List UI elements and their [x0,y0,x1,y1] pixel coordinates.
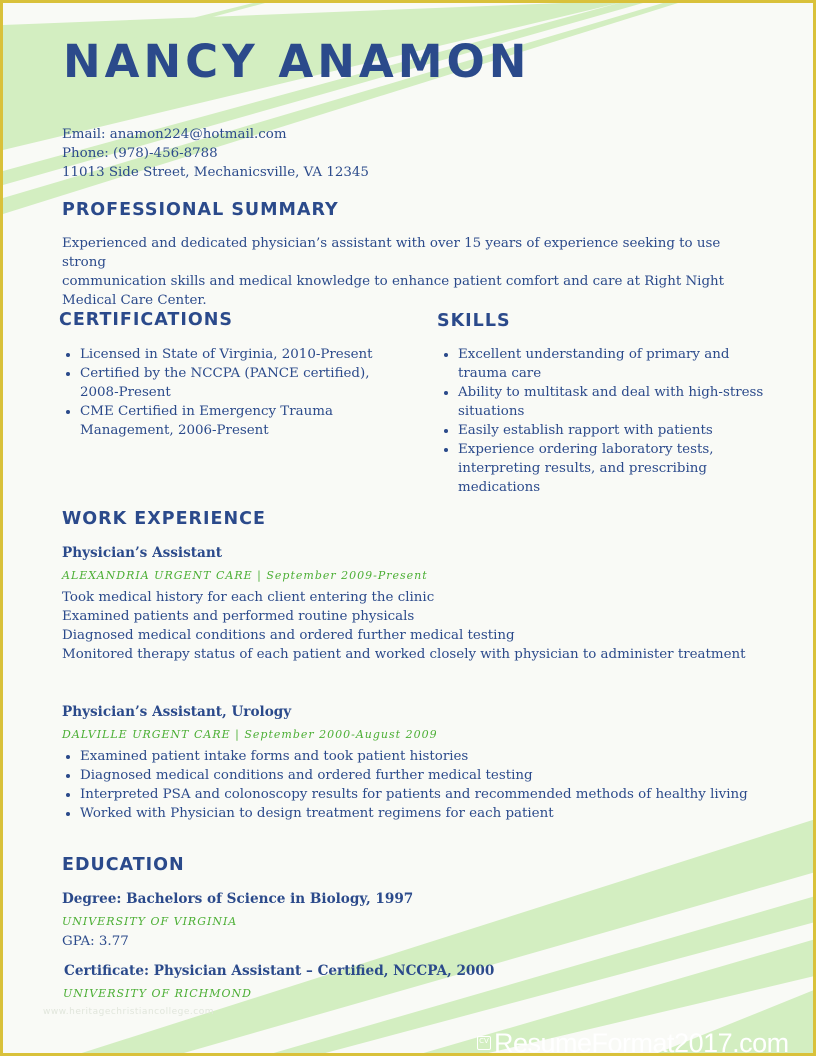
contact-phone: Phone: (978)-456-8788 [62,146,218,161]
certification-item: • Certified by the NCCPA (PANCE certified), 2008-Present [80,364,380,402]
job-duty: • Examined patient intake forms and took patient histories [80,747,800,766]
contact-address: 11013 Side Street, Mechanicsville, VA 12345 [62,165,369,180]
certificate-school: UNIVERSITY OF RICHMOND [63,987,252,1000]
skill-item: • Easily establish rapport with patients [458,421,778,440]
certificate: Certificate: Physician Assistant – Certified, NCCPA, 2000 [64,963,495,979]
contact-block [62,125,369,182]
job-employer-dates: DALVILLE URGENT CARE | September 2000-August 2009 [62,728,438,741]
job-title: Physician’s Assistant, Urology [62,704,292,720]
candidate-name: NANCY ANAMON [63,35,531,88]
summary-heading: PROFESSIONAL SUMMARY [62,200,339,220]
skill-item: • Experience ordering laboratory tests, interpreting results, and prescribing medications [458,440,778,497]
summary-line: communication skills and medical knowledge to enhance patient comfort and care at Right Night [62,274,725,289]
job-duty: Diagnosed medical conditions and ordered further medical testing [62,628,515,643]
summary-line: Experienced and dedicated physician’s assistant with over 15 years of experience seeking to use strong [62,236,721,270]
job-duty: Took medical history for each client entering the clinic [62,590,435,605]
job-duty: • Diagnosed medical conditions and ordered further medical testing [80,766,800,785]
certification-item: • CME Certified in Emergency Trauma Management, 2006-Present [80,402,380,440]
resume-content [3,3,816,1056]
work-experience-heading: WORK EXPERIENCE [62,509,266,529]
certification-item: • Licensed in State of Virginia, 2010-Present [80,345,380,364]
skills-heading: SKILLS [437,311,511,331]
job-duty: • Interpreted PSA and colonoscopy results for patients and recommended methods of healthy living [80,785,800,804]
faint-watermark-url: www.heritagechristiancollege.com [43,1007,214,1017]
job-duties [62,588,746,664]
watermark-text: ResumeFormat2017.com [494,1028,789,1056]
job-title: Physician’s Assistant [62,545,222,561]
contact-email: Email: anamon224@hotmail.com [62,127,287,142]
gpa: GPA: 3.77 [62,934,129,949]
certifications-list [62,345,380,440]
degree: Degree: Bachelors of Science in Biology, 1997 [62,891,414,907]
job-employer-dates: ALEXANDRIA URGENT CARE | September 2009-Present [62,569,428,582]
summary-line: Medical Care Center. [62,293,207,308]
degree-school: UNIVERSITY OF VIRGINIA [62,915,238,928]
certifications-heading: CERTIFICATIONS [59,310,234,330]
education-heading: EDUCATION [62,855,185,875]
watermark-badge: CV [477,1036,491,1050]
skills-list [440,345,778,497]
skill-item: • Excellent understanding of primary and trauma care [458,345,778,383]
job-duties-list [62,747,800,823]
job-duty: • Worked with Physician to design treatment regimens for each patient [80,804,800,823]
job-duty: Monitored therapy status of each patient and worked closely with physician to administer treatment [62,647,746,662]
summary-text [62,234,762,310]
job-duty: Examined patients and performed routine physicals [62,609,415,624]
skill-item: • Ability to multitask and deal with high-stress situations [458,383,778,421]
